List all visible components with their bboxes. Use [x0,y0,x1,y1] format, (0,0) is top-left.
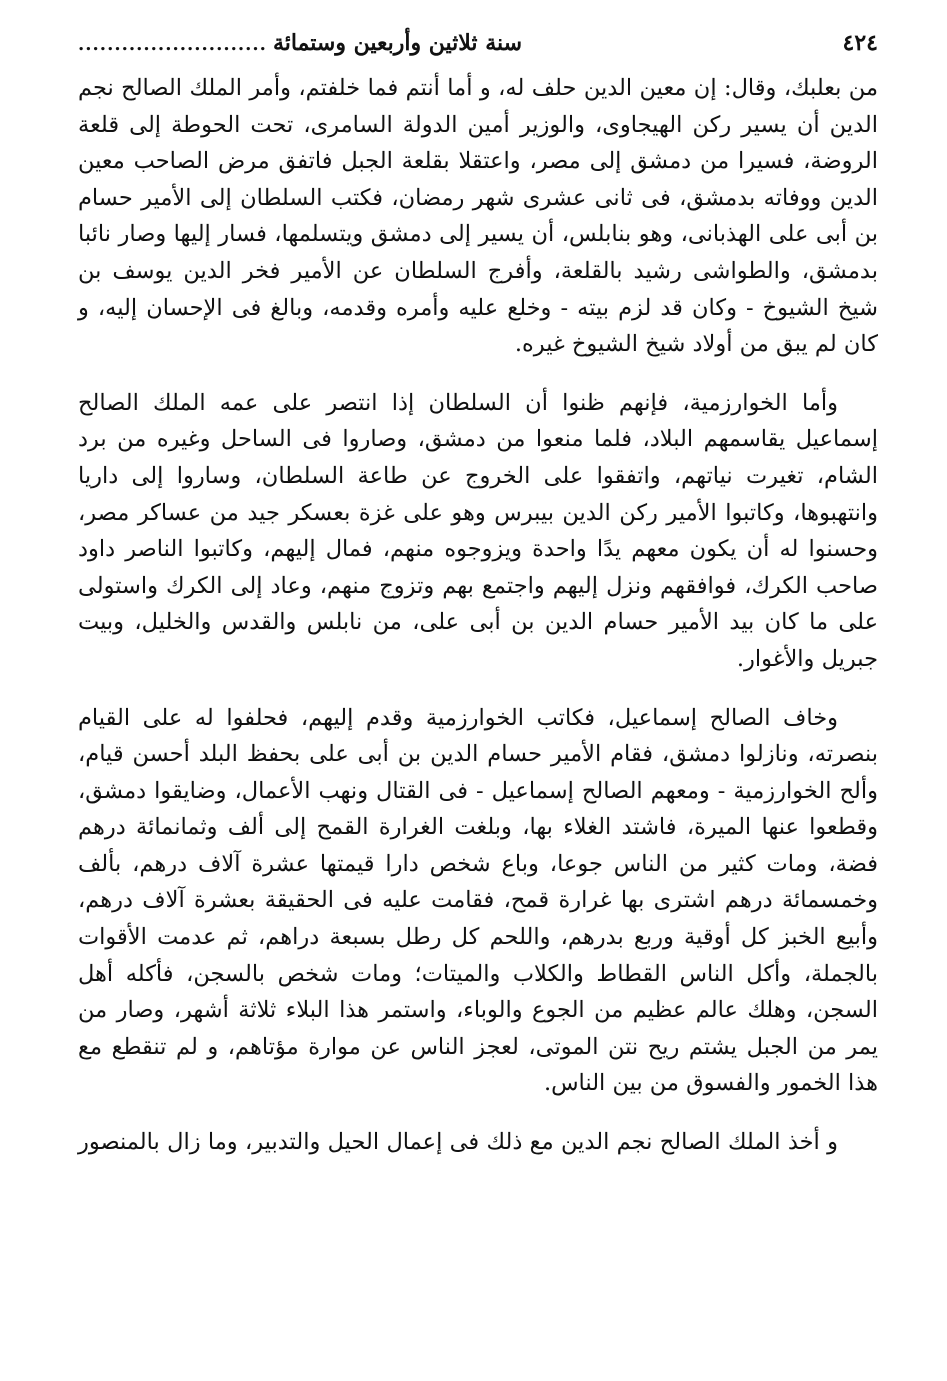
running-header [78,30,878,64]
running-title: سنة ثلاثين وأربعين وستمائة [272,30,523,56]
paragraph-3: وخاف الصالح إسماعيل، فكاتب الخوارزمية وقدم إليهم، فحلفوا له على القيام بنصرته، ونازلوا دمشق، فقام الأمير حسام الدين بن أبى على بحفظ البلد أحسن قيام، وألح الخوارزمية - ومعهم الصالح إسماعيل - فى القتال ونهب الأعمال، وضايقوا دمشق، وقطعوا عنها الميرة، فاشتد الغلاء بها، وبلغت الغرارة القمح إلى ألف وثمانمائة درهم فضة، ومات كثير من الناس جوعا، وباع شخص دارا قيمتها عشرة آلاف درهم، بألف وخمسمائة درهم اشترى بها غرارة قمح، فقامت عليه فى الحقيقة بعشرة آلاف درهم، وأبيع الخبز كل أوقية وربع بدرهم، واللحم كل رطل بسبعة دراهم، ثم عدمت الأقوات بالجملة، وأكل الناس القطاط والكلاب والميتات؛ ومات شخص بالسجن، فأكله أهل السجن، وهلك عالم عظيم من الجوع والوباء، واستمر هذا البلاء ثلاثة أشهر، وصار من يمر من الجبل يشتم ريح نتن الموتى، لعجز الناس عن موارة مؤتاهم، و لم تنقطع مع هذا الخمور والفسوق من بين الناس. [78,704,878,1097]
book-page [78,30,878,1360]
paragraph-1: من بعلبك، وقال: إن معين الدين حلف له، و أما أنتم فما خلفتم، وأمر الملك الصالح نجم الدين أن يسير ركن الهيجاوى، والوزير أمين الدولة السامرى، تحت الحوطة إلى قلعة الروضة، فسيرا من دمشق إلى مصر، واعتقلا بقلعة الجبل فاتفق مرض الصاحب معين الدين ووفاته بدمشق، فى ثانى عشرى شهر رمضان، فكتب السلطان إلى الأمير حسام بن أبى على الهذبانى، وهو بنابلس، أن يسير إلى دمشق ويتسلمها، فسار إليها وصار نائبا بدمشق، والطواشى رشيد بالقلعة، وأفرج السلطان عن الأمير فخر الدين يوسف بن شيخ الشيوخ - وكان قد لزم بيته - وخلع عليه وأمره وقدمه، وبالغ فى الإحسان إليه، و كان لم يبق من أولاد شيخ الشيوخ غيره. [78,75,878,358]
running-title-group [78,30,522,56]
paragraph-4: و أخذ الملك الصالح نجم الدين مع ذلك فى إعمال الحيل والتدبير، وما زال بالمنصور [78,1129,838,1156]
paragraph-2: وأما الخوارزمية، فإنهم ظنوا أن السلطان إذا انتصر على عمه الملك الصالح إسماعيل يقاسمهم البلاد، فلما منعوا من دمشق، وصاروا فى الساحل وغيره من برد الشام، تغيرت نياتهم، واتفقوا على الخروج عن طاعة السلطان، وساروا إلى داريا وانتهبوها، وكاتبوا الأمير ركن الدين بيبرس وهو على غزة بعسكر جيد من عساكر مصر، وحسنوا له أن يكون معهم يدًا واحدة ويزوجوه منهم، فمال إليهم، وكاتبوا الناصر داود صاحب الكرك، فوافقهم ونزل إليهم واجتمع بهم وتزوج منهم، وعاد إلى الكرك واستولى على ما كان بيد الأمير حسام الدين بن أبى على، من نابلس والقدس والخليل، وبيت جبريل والأغوار. [78,389,878,672]
leader-dots: .......................... [78,34,267,55]
page-number: ٤٢٤ [842,30,878,56]
